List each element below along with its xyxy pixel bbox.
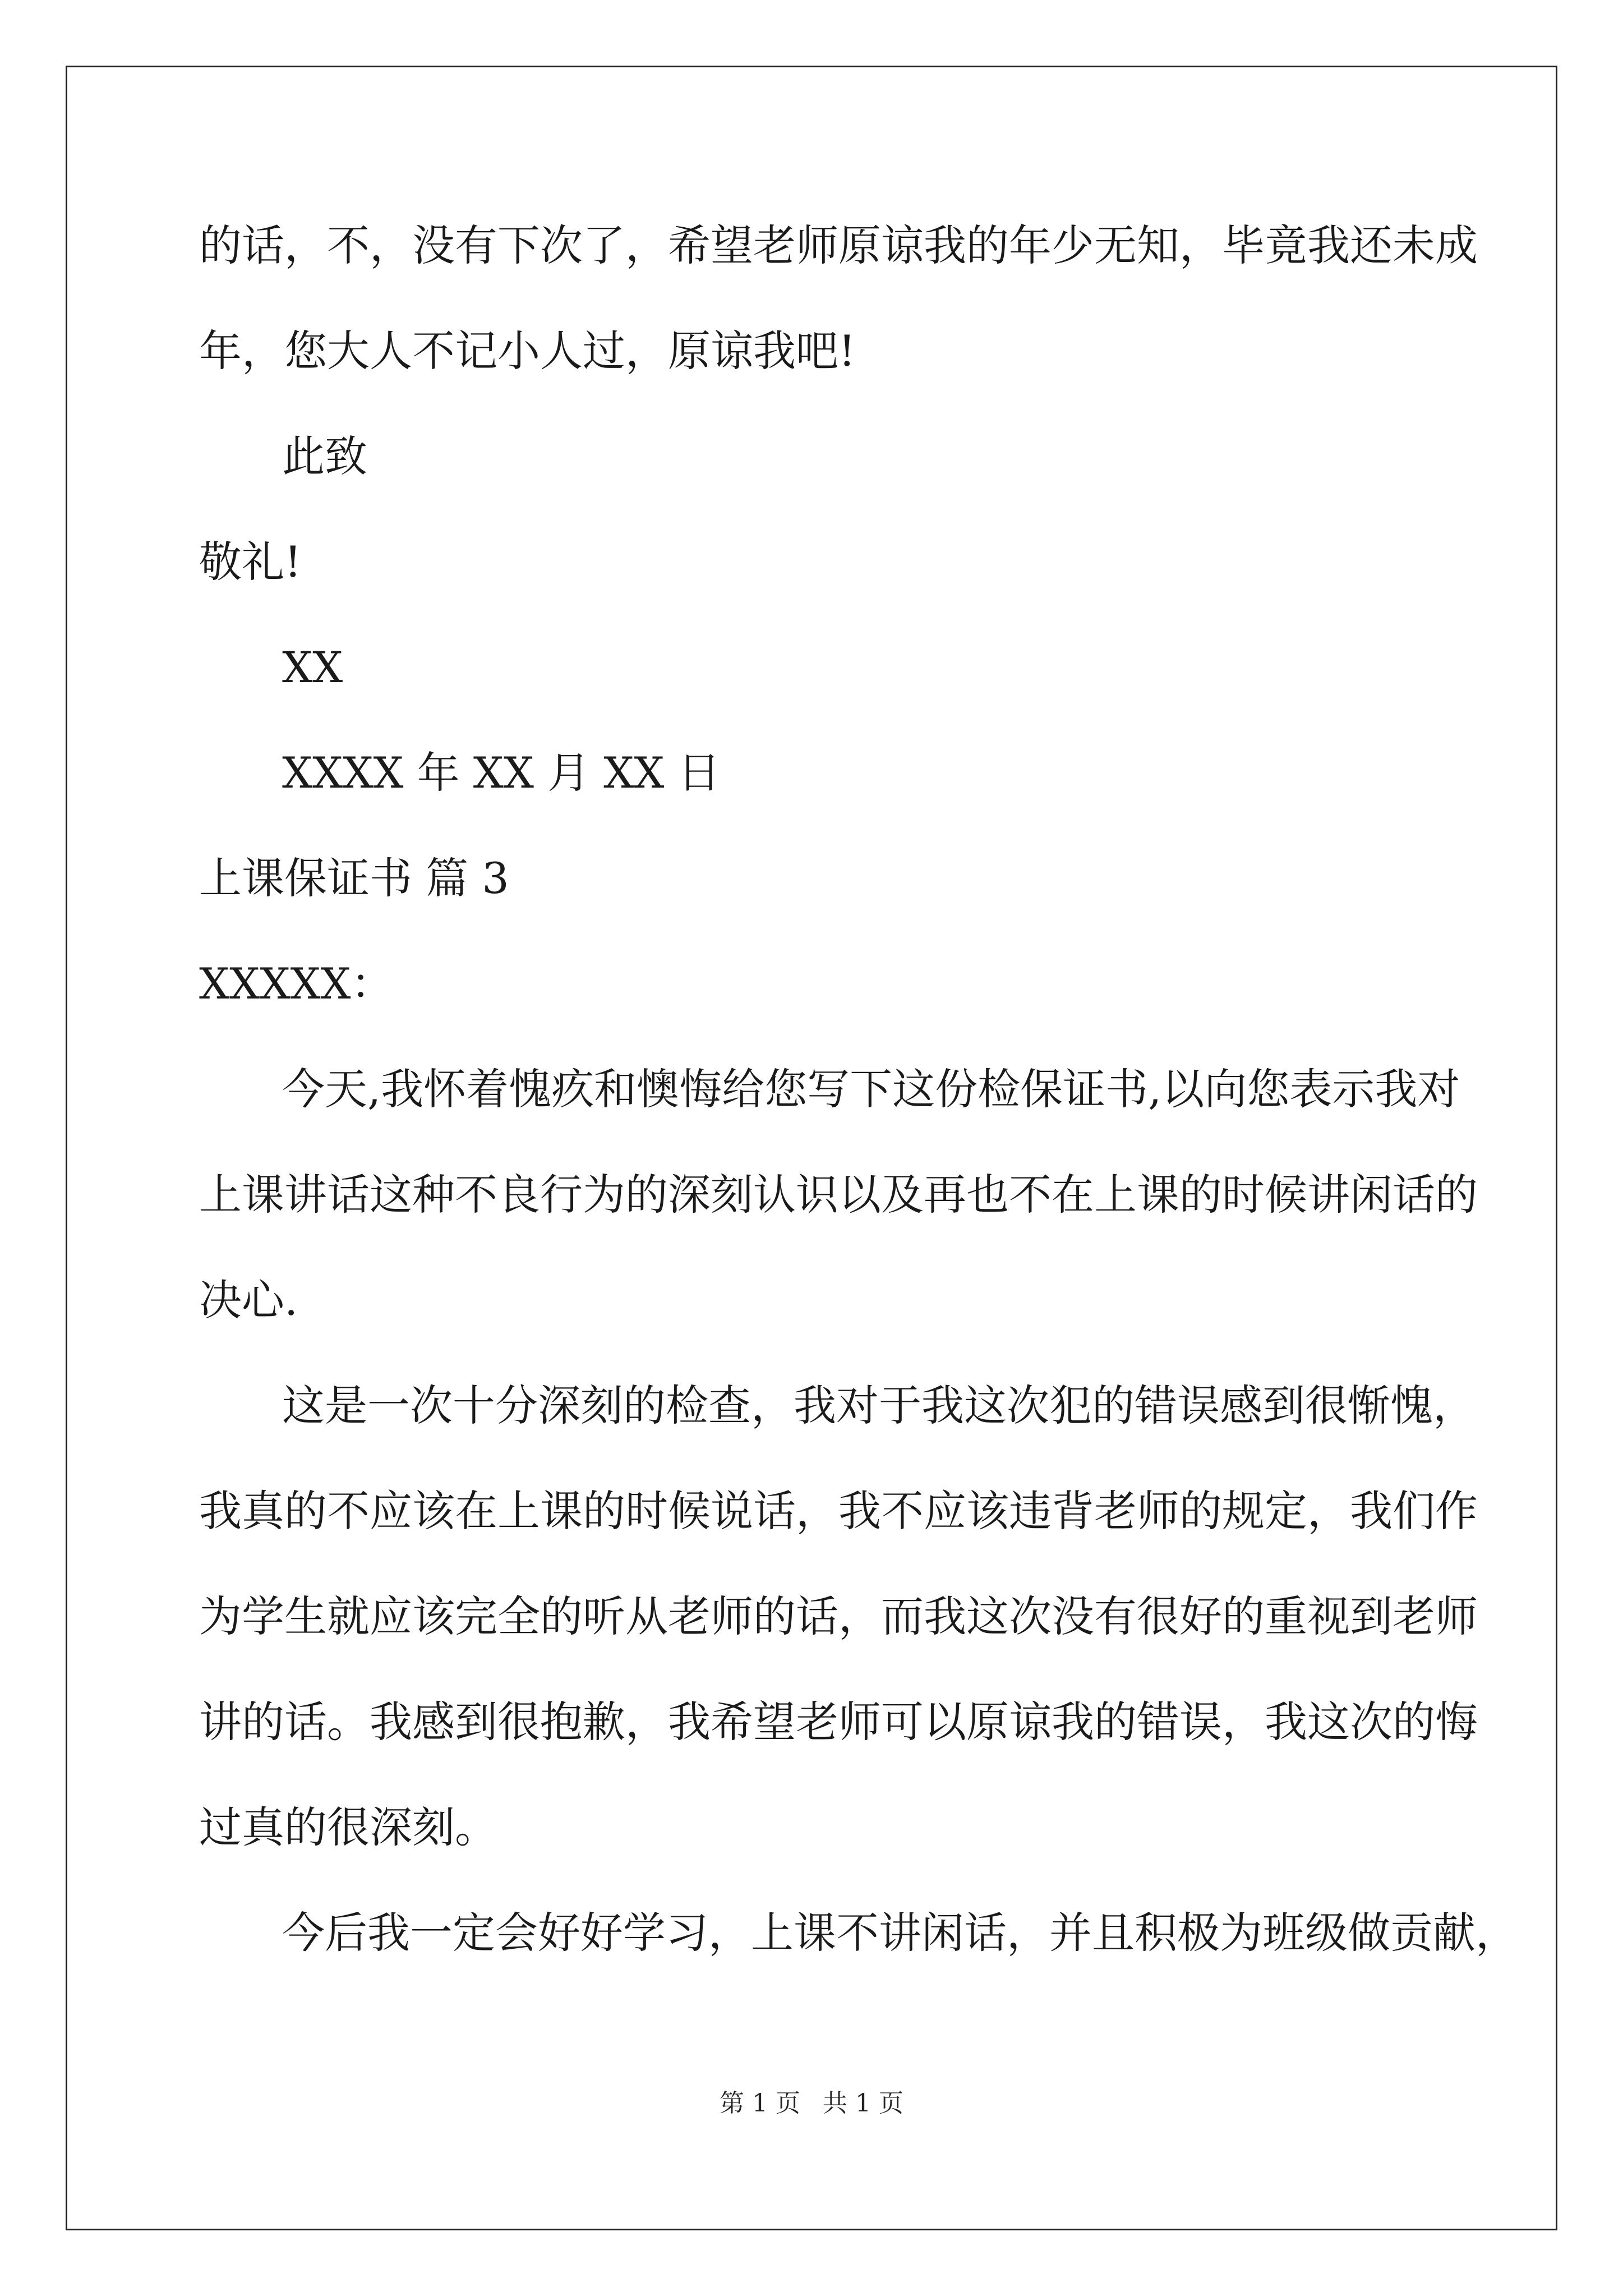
page-footer <box>0 2087 1623 2120</box>
text-line: 过真的很深刻。 <box>199 1802 497 1852</box>
text-line: 今后我一定会好好学习，上课不讲闲话，并且积极为班级做贡献， <box>282 1908 1518 1958</box>
salutation-closing: 此致 <box>282 431 367 481</box>
salutation-regards: 敬礼! <box>199 537 302 587</box>
text-line: 上课讲话这种不良行为的深刻认识以及再也不在上课的时候讲闲话的 <box>199 1170 1478 1220</box>
text-line: 的话，不，没有下次了，希望老师原谅我的年少无知，毕竟我还未成 <box>199 220 1478 270</box>
page-number: 第 1 页 <box>720 2089 800 2118</box>
signature-date: XXXX 年 XX 月 XX 日 <box>282 748 721 798</box>
addressee: XXXXX： <box>199 959 394 1009</box>
text-line: 年，您大人不记小人过，原谅我吧! <box>199 326 856 376</box>
text-line: 为学生就应该完全的听从老师的话，而我这次没有很好的重视到老师 <box>199 1591 1478 1641</box>
text-line: 今天,我怀着愧疚和懊悔给您写下这份检保证书,以向您表示我对 <box>282 1064 1460 1114</box>
text-line: 决心. <box>199 1275 298 1325</box>
text-line: 这是一次十分深刻的检查，我对于我这次犯的错误感到很惭愧， <box>282 1381 1476 1430</box>
text-line: 我真的不应该在上课的时候说话，我不应该违背老师的规定，我们作 <box>199 1486 1478 1536</box>
signature-name: XX <box>282 642 343 692</box>
text-line: 讲的话。我感到很抱歉，我希望老师可以原谅我的错误，我这次的悔 <box>199 1697 1478 1747</box>
page-total: 共 1 页 <box>823 2089 903 2118</box>
section-title: 上课保证书 篇 3 <box>199 853 509 903</box>
